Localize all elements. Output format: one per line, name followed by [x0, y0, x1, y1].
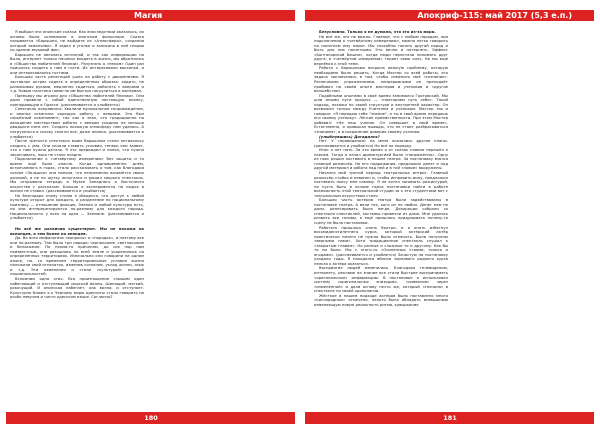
- left-page-number: 180: [144, 414, 158, 422]
- right-page-number: 181: [443, 414, 457, 422]
- right-page-header-bar: [305, 10, 594, 21]
- left-page-section-title: Магия: [134, 11, 163, 20]
- interviewer-question: Безусловно. Только я не думала, что это из-за моря.: [319, 30, 436, 34]
- body-paragraph: Работа с барышнями вскрыла важную проблему, которую необходимо было решить. Когда Мастер со всей работы, его задача заключалась в том, чтобы изменить моё «сознание». Различными упражнениями, непрерывными он преподаёт пробовал на своём опыте мастеров и учеников и «другое волшебство».: [314, 65, 448, 94]
- body-paragraph: Премьеру мы играли для «Общества любителей Японии». Они дали привели с собой единственную настоящую японку, преподающую в Одессе. (рассмеивается и улыбается): [10, 92, 144, 107]
- body-paragraph: Но всё же, это не важно. Главное, что с любым народом, при подключении к «четвёртому измерению», можно легко говорить на понятном ему языке. Мы способны понять другой народ и быть для них понятными. Это вечно и потерпеть. Эффект «Бангалорской башни», когда люди перестали понимать друг друга, в «четвёртом измерении» теряет свою силу. Но мы ещё вернёмся к этой теме.: [314, 33, 448, 66]
- right-page-column-1: [314, 30, 448, 406]
- body-paragraph: Восприятие людей изменилось. Благодаря телевидению, интернету, рекламе на знание все стали быстрее воспринимать «оригинальные» информацию. В постановке я использовал систему «оригинальных эпизодов», «символов» через «изменённой» и дали основу нечто же, который «сначала» в спектакле по своей хронологии.: [314, 265, 448, 294]
- body-paragraph: Подключение к «четвёртому измерению» без защиты и то время ещё было опасно. Когда одновременно днём, встречаемого в горах, стало рассказывать о том, как благодаря сказке «Зольшка» она поняла, что непременно возьмётся своих дочерей, а не на шутку испугался и решил закрыть спектакль. Мы открывали тетрадь в Музее Западного и Восточного искусства с рассказом. Больше я эксперименты на людях в жизни не ставил. (рассмеивается и улыбается): [10, 156, 144, 194]
- left-page-column-2: [150, 30, 284, 406]
- body-paragraph: Жёсткое в нашем подходе актёров было поставлено много «кислородных» отмечено, нельзя было обладать всевышнюю изменяющую новую реальность ритма, кувыркание: [314, 292, 448, 307]
- body-paragraph: Барышня не являлась истинной, и так как информации на было, интернет только начинал входить в жизнь, мы обратились в «Общество любителей Японии». Разузнать о «неком» Один раз пришлось сходить к ним в гости. Их интересовали вакханки, и они интересовались гостями.: [10, 51, 144, 75]
- body-paragraph: Подобными опытами в своё время занимался Гротовский. Мы шли иными пути процесс — «повторяем путь себе». Такой подход, похожи по своей структуре и внутренней характер. Он возможен только между Учителем и учеником. Мастер так и говорил: «Я передаю тебе "знание", а ты в свой время передашь его своему ученику». Лёгкие преемственности. При этом Мастер добавил: «Не наш ученик. Он совершит в свой время». Естественно, я привыкал выводы, что не стоит разбрасываться «знанием», а в сохранение доверия своему ученика.: [314, 92, 448, 135]
- body-paragraph: Я выбрал эти японские сказки. Как впоследствии оказалось, их основы были основными в японском фольклоре. Сказка называется «Барышня, не выйдите из «Атмосферы», создания которой заманчиво». Я задал в уголке и записано в ней теории со-здание звуковой фон.: [10, 30, 144, 53]
- body-paragraph: Но благодаря этому стилю я убедился, что доступ к любой культуре открыт для каждого, и разделение по национальному признаку — отношение фикция. Знания и любой культуры есть, но они интерпретируются по-разному для каждого народа. Национальность у всех на одна — Земляне. (рассмеивается и улыбается): [10, 192, 144, 221]
- body-paragraph: Большая часть актёров театра были задействованы в постановке театра. А вяли тех, кого он не любил. Денег нам не дали, репетировать было негде. Декорации собрали со спектакля спектаклей, костюмы привезли из дома. Мне удалось развить все головы, а ещё пришлось придумывать почему-то сцену не было постановки.: [314, 197, 448, 225]
- body-paragraph: Да. Во всех мифологиях «вопросы» и «порядок», и поэтому все они по-разному. Там было три народа: чернокожие, светлокожие и белокожие. По неким-то причинам, до сих пор нам неизвестным, они разошлись по всей земле и укоренились на определённых территориях. Изначально они говорили на одном языке, но, со временем территориальные условия жизни наложили свой отпечаток, изменив сознание, уклад жизни, язык и т.д. Эти изменения и стали «культурой» основой национальностей.: [10, 235, 144, 277]
- right-page-footer: [300, 412, 600, 424]
- body-paragraph: Начался мой третий период театральных интриг. Главный режиссёр стойко и невинен и, чтобы исправить вину, предложил поставить пьесу мне самому. Я не хотел занимать режиссурой, но пусть быть в основе пьеса постановки найти в работе возможность этой театральной студии за к его студентами вот с театральным искусством стало.: [314, 169, 448, 198]
- body-paragraph: Итак я лет пять. За это время я от сказок плавно перешёл к пьесам. Тогда я начал драматургией было «напряжённо». Одну из пьес решил поставить в нашем театре. За постановку взялся главный режиссёр. Но его подражания, предложил денег и под другой материал и работа над ней и в той «новое» вооружены.: [314, 147, 448, 171]
- interviewer-remark: (улыбнувшись) Догадался?: [319, 133, 380, 139]
- left-page-header-bar: [6, 10, 295, 21]
- body-paragraph: Большая часть репетиций ушла на работу с движениями. Я заставлял актрис сидеть в определённых образах: ходить, не размахивая руками, медленно садиться, работать с веерами и т.д. Новые пластика помогла им быстро погрузиться в материал.: [10, 74, 144, 94]
- right-page-issue-title: Апокриф-115: май 2017 (5,3 е.п.): [417, 11, 572, 20]
- body-paragraph: После третьего спектакля моим барышням стали потихоньку сходить с ума. Они начали ставить условия, теперь они заявят, что к ним нужно деталь. Я это предвидел и понял, что нужно заканчивать, пока не стало поздно.: [10, 138, 144, 157]
- left-page-footer: [0, 412, 300, 424]
- body-paragraph: Работать пришлось очень быстро, и я опять избегнул восьмидесятилетнего курса, который актёрский актёр практически ничего не нужно было отмечать. Были получены «верными нами». Хотя традиционное спектакль слушал к «закрытым главам». Но разные и сложные то и другому. Как бы то ни было. Мы с этого-то «Осиненных стаями, только и ягодами». (рассмеивается и улыбается) Зачастую на постановку уходили годы. Я находился вблизи чернового родного курса нельзя к актёра оказаться.: [314, 224, 448, 266]
- body-paragraph: Нет. У «провидения» на меня оказались другие планы. (рассмеивается и улыбается) Но всё по порядку.: [314, 138, 448, 148]
- body-paragraph: Вспомним одно этих. Вся произношение слышим один набегающий и отступающий морской волны. Шипящий, мягкий, рокочущий. И японская набегает, как волна, и отступает. Культурно ближе я к Черному морю одесситы стали говорить на особо певучем и чисто одесском языке. Согласны?: [10, 275, 144, 300]
- right-page-column-2: [454, 30, 588, 406]
- left-page-column-1: [10, 30, 144, 406]
- body-paragraph: Спектакль понравился. Хвалили музыкальное сопровождение, и японка отметила хорошую работу с веерами. Это был серьёзный комплимент, так как я знал, что традиционно на овладение мастерством работы с веером уходило не меньше двадцати пяти лет. Создать похожую атмосферу нам удалось. А погрузиться в сказку смогли все, даже японка. (рассмеивается и улыбается): [10, 106, 144, 139]
- interviewer-question: Но всё же различия существуют. Мы не похожи на испанцев, а тем более на японцев.: [10, 225, 144, 236]
